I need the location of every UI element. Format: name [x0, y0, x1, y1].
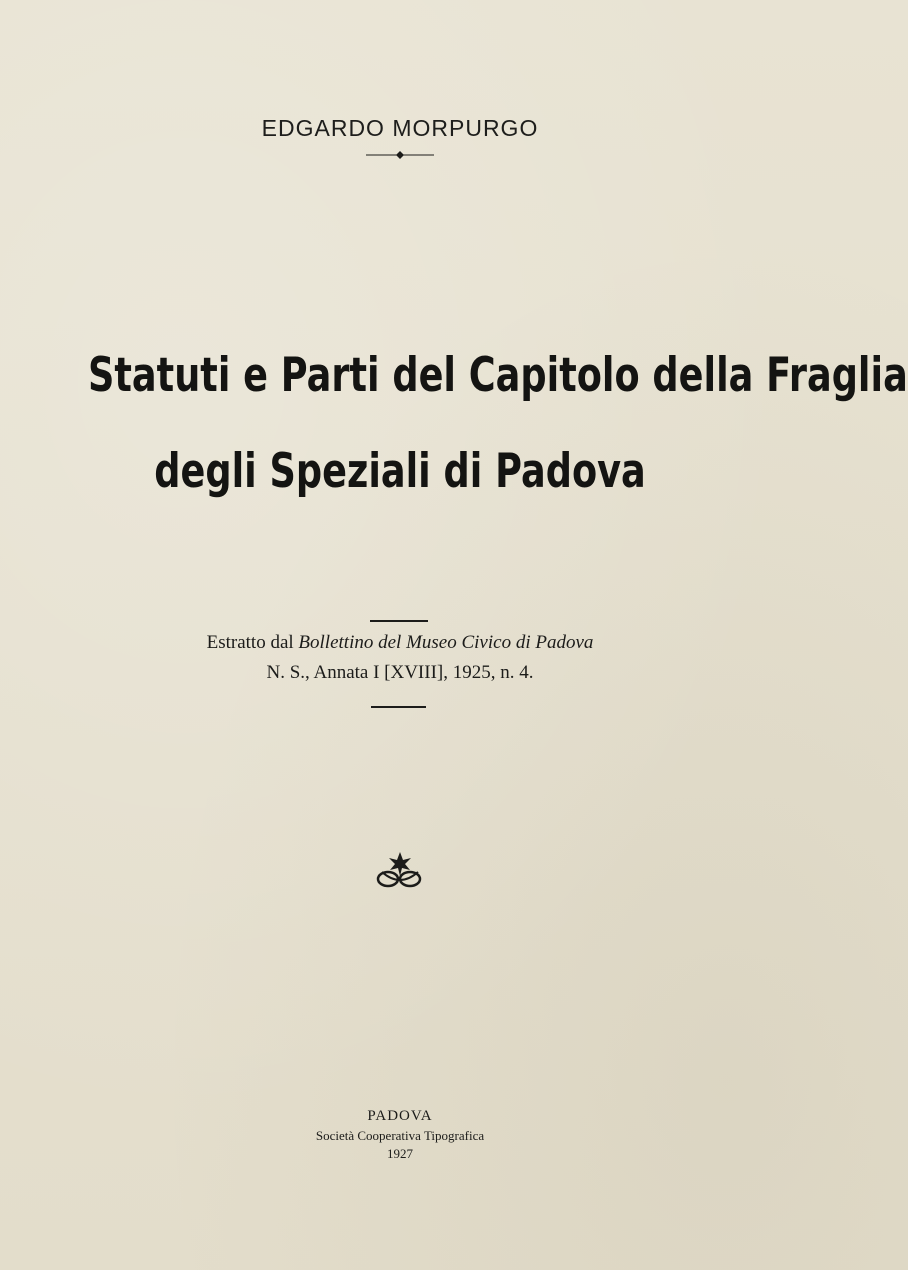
journal-name: Bollettino del Museo Civico di Padova [298, 632, 594, 653]
extract-prefix: Estratto dal [206, 632, 299, 653]
rule-diamond-ornament-icon [366, 150, 434, 160]
divider-rule-bottom [371, 706, 426, 708]
printer-device-icon [374, 848, 426, 890]
author-name: EDGARDO MORPURGO [261, 115, 539, 141]
imprint-publisher: Società Cooperativa Tipografica [315, 1128, 485, 1143]
title-line-2: degli Speziali di Padova [154, 444, 646, 499]
divider-rule-top [370, 620, 428, 622]
extract-source [0, 632, 800, 654]
imprint-city: PADOVA [367, 1108, 433, 1124]
extract-details: N. S., Annata I [XVIII], 1925, n. 4. [266, 662, 534, 683]
title-line-1: Statuti e Parti del Capitolo della Fraglia [88, 348, 908, 403]
imprint-year: 1927 [387, 1146, 413, 1161]
